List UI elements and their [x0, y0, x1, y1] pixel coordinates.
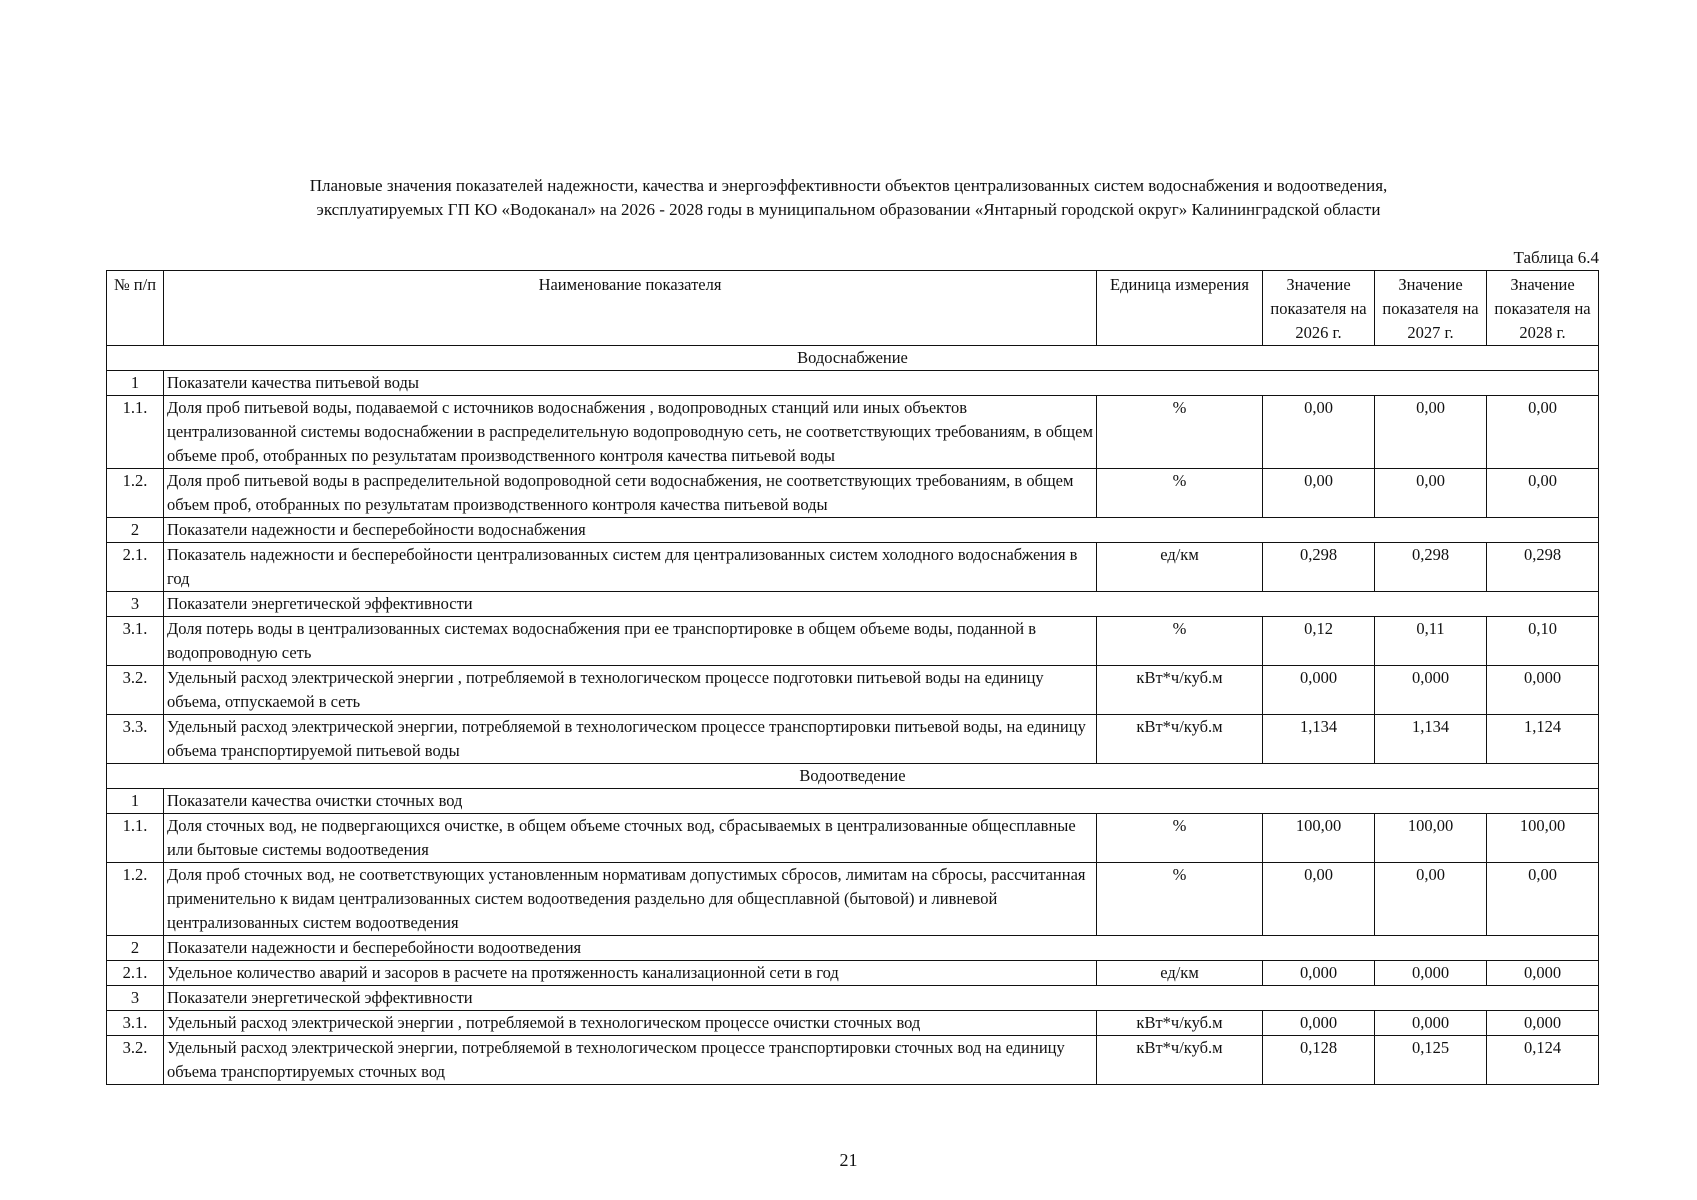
- row-num: 3.3.: [107, 715, 164, 764]
- row-name: Доля проб питьевой воды в распределительной водопроводной сети водоснабжения, не соответствующих требованиям, в общем объем проб, отобранных по результатам производственного контроля качества питьевой воды: [164, 469, 1097, 518]
- row-num: 1.2.: [107, 863, 164, 936]
- row-value-2026: 0,298: [1263, 543, 1375, 592]
- row-value-2027: 0,000: [1375, 961, 1487, 986]
- group-title: Показатели энергетической эффективности: [164, 592, 1599, 617]
- row-unit: %: [1097, 617, 1263, 666]
- group-title: Показатели энергетической эффективности: [164, 986, 1599, 1011]
- header-num: № п/п: [107, 271, 164, 346]
- group-num: 1: [107, 789, 164, 814]
- row-value-2026: 100,00: [1263, 814, 1375, 863]
- row-value-2028: 1,124: [1487, 715, 1599, 764]
- table-caption: Таблица 6.4: [1513, 248, 1599, 267]
- row-name: Показатель надежности и бесперебойности централизованных систем для централизованных систем холодного водоснабжения в год: [164, 543, 1097, 592]
- row-name: Удельный расход электрической энергии, потребляемой в технологическом процессе транспортировки питьевой воды, на единицу объема транспортируемой питьевой воды: [164, 715, 1097, 764]
- table-row: [107, 863, 1599, 936]
- row-value-2027: 0,00: [1375, 863, 1487, 936]
- row-unit: кВт*ч/куб.м: [1097, 666, 1263, 715]
- row-value-2026: 0,12: [1263, 617, 1375, 666]
- table-row: [107, 617, 1599, 666]
- header-name: Наименование показателя: [164, 271, 1097, 346]
- row-num: 1.2.: [107, 469, 164, 518]
- row-unit: %: [1097, 396, 1263, 469]
- row-value-2027: 0,11: [1375, 617, 1487, 666]
- group-num: 3: [107, 986, 164, 1011]
- group-row: [107, 592, 1599, 617]
- header-2026: Значение показателя на 2026 г.: [1263, 271, 1375, 346]
- row-name: Удельный расход электрической энергии , потребляемой в технологическом процессе очистки сточных вод: [164, 1011, 1097, 1036]
- table-row: [107, 814, 1599, 863]
- title-line-2: эксплуатируемых ГП КО «Водоканал» на 2026 - 2028 годы в муниципальном образовании «Янтарный городской округ» Калининградской области: [316, 200, 1381, 219]
- group-row: [107, 371, 1599, 396]
- row-num: 2.1.: [107, 961, 164, 986]
- row-value-2028: 0,00: [1487, 396, 1599, 469]
- table-row: [107, 1036, 1599, 1085]
- group-num: 2: [107, 518, 164, 543]
- row-value-2028: 0,000: [1487, 1011, 1599, 1036]
- table-row: [107, 961, 1599, 986]
- group-row: [107, 986, 1599, 1011]
- row-num: 1.1.: [107, 814, 164, 863]
- row-value-2027: 100,00: [1375, 814, 1487, 863]
- row-value-2026: 0,128: [1263, 1036, 1375, 1085]
- table-body: [107, 346, 1599, 1085]
- row-value-2028: 0,000: [1487, 666, 1599, 715]
- row-num: 3.1.: [107, 1011, 164, 1036]
- row-value-2027: 1,134: [1375, 715, 1487, 764]
- section-row: [107, 346, 1599, 371]
- group-title: Показатели качества очистки сточных вод: [164, 789, 1599, 814]
- group-row: [107, 518, 1599, 543]
- table-row: [107, 469, 1599, 518]
- row-value-2028: 100,00: [1487, 814, 1599, 863]
- table-header-row: [107, 271, 1599, 346]
- row-value-2028: 0,00: [1487, 469, 1599, 518]
- section-title: Водоотведение: [107, 764, 1599, 789]
- header-unit: Единица измерения: [1097, 271, 1263, 346]
- row-name: Доля проб сточных вод, не соответствующих установленным нормативам допустимых сбросов, лимитам на сбросы, рассчитанная применительно к видам централизованных систем водоотведения раздельно для общесплавной (бытовой) и ливневой централизованных систем водоотведения: [164, 863, 1097, 936]
- group-title: Показатели качества питьевой воды: [164, 371, 1599, 396]
- row-name: Удельный расход электрической энергии , потребляемой в технологическом процессе подготовки питьевой воды на единицу объема, отпускаемой в сеть: [164, 666, 1097, 715]
- group-title: Показатели надежности и бесперебойности водоотведения: [164, 936, 1599, 961]
- row-value-2026: 0,000: [1263, 1011, 1375, 1036]
- group-num: 1: [107, 371, 164, 396]
- row-num: 3.1.: [107, 617, 164, 666]
- row-value-2027: 0,298: [1375, 543, 1487, 592]
- group-title: Показатели надежности и бесперебойности водоснабжения: [164, 518, 1599, 543]
- row-value-2026: 0,000: [1263, 666, 1375, 715]
- row-num: 3.2.: [107, 1036, 164, 1085]
- row-unit: %: [1097, 469, 1263, 518]
- table-row: [107, 715, 1599, 764]
- group-row: [107, 789, 1599, 814]
- row-unit: кВт*ч/куб.м: [1097, 1011, 1263, 1036]
- row-value-2026: 0,00: [1263, 469, 1375, 518]
- row-num: 1.1.: [107, 396, 164, 469]
- group-num: 3: [107, 592, 164, 617]
- table-row: [107, 396, 1599, 469]
- row-num: 2.1.: [107, 543, 164, 592]
- row-unit: кВт*ч/куб.м: [1097, 715, 1263, 764]
- row-unit: %: [1097, 814, 1263, 863]
- row-name: Доля потерь воды в централизованных системах водоснабжения при ее транспортировке в общем объеме воды, поданной в водопроводную сеть: [164, 617, 1097, 666]
- row-value-2026: 0,000: [1263, 961, 1375, 986]
- row-num: 3.2.: [107, 666, 164, 715]
- row-name: Удельный расход электрической энергии, потребляемой в технологическом процессе транспортировки сточных вод на единицу объема транспортируемых сточных вод: [164, 1036, 1097, 1085]
- row-value-2028: 0,298: [1487, 543, 1599, 592]
- row-unit: кВт*ч/куб.м: [1097, 1036, 1263, 1085]
- table-row: [107, 1011, 1599, 1036]
- indicators-table: [106, 270, 1599, 1085]
- row-value-2026: 1,134: [1263, 715, 1375, 764]
- group-num: 2: [107, 936, 164, 961]
- row-value-2028: 0,00: [1487, 863, 1599, 936]
- row-name: Удельное количество аварий и засоров в расчете на протяженность канализационной сети в год: [164, 961, 1097, 986]
- section-title: Водоснабжение: [107, 346, 1599, 371]
- row-value-2027: 0,125: [1375, 1036, 1487, 1085]
- row-value-2027: 0,000: [1375, 1011, 1487, 1036]
- row-value-2028: 0,124: [1487, 1036, 1599, 1085]
- table-row: [107, 543, 1599, 592]
- row-name: Доля сточных вод, не подвергающихся очистке, в общем объеме сточных вод, сбрасываемых в централизованные общесплавные или бытовые системы водоотведения: [164, 814, 1097, 863]
- row-value-2027: 0,000: [1375, 666, 1487, 715]
- row-name: Доля проб питьевой воды, подаваемой с источников водоснабжения , водопроводных станций или иных объектов централизованной системы водоснабжении в распределительную водопроводную сеть, не соответствующих требованиям, в общем объеме проб, отобранных по результатам производственного контроля качества питьевой воды: [164, 396, 1097, 469]
- document-title: [0, 174, 1697, 222]
- row-value-2028: 0,000: [1487, 961, 1599, 986]
- row-value-2028: 0,10: [1487, 617, 1599, 666]
- row-value-2026: 0,00: [1263, 863, 1375, 936]
- row-value-2026: 0,00: [1263, 396, 1375, 469]
- row-value-2027: 0,00: [1375, 396, 1487, 469]
- title-line-1: Плановые значения показателей надежности, качества и энергоэффективности объектов централизованных систем водоснабжения и водоотведения,: [309, 176, 1388, 195]
- section-row: [107, 764, 1599, 789]
- row-unit: ед/км: [1097, 543, 1263, 592]
- row-value-2027: 0,00: [1375, 469, 1487, 518]
- header-2028: Значение показателя на 2028 г.: [1487, 271, 1599, 346]
- page-number: 21: [839, 1150, 858, 1170]
- header-2027: Значение показателя на 2027 г.: [1375, 271, 1487, 346]
- row-unit: ед/км: [1097, 961, 1263, 986]
- row-unit: %: [1097, 863, 1263, 936]
- group-row: [107, 936, 1599, 961]
- table-row: [107, 666, 1599, 715]
